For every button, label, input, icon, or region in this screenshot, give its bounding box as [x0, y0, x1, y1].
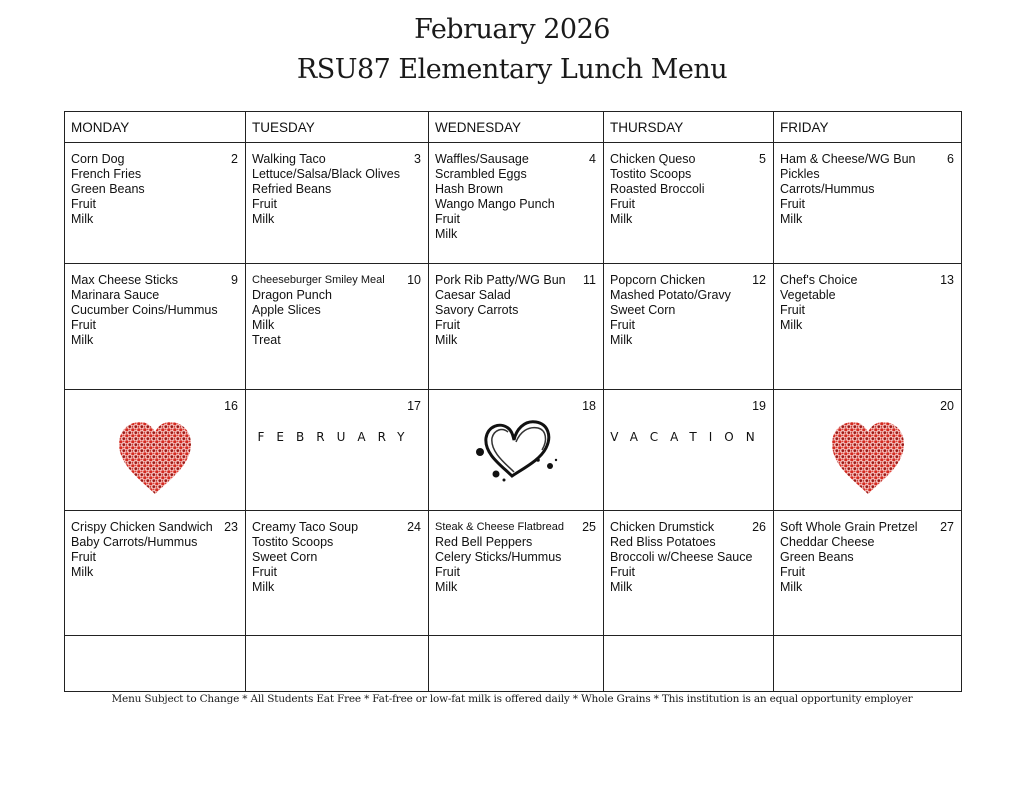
menu-item: Chef's Choice	[780, 273, 858, 287]
day-number: 11	[583, 273, 596, 287]
menu-item: Apple Slices	[252, 303, 321, 317]
menu-item: Hash Brown	[435, 182, 504, 196]
week-row-1	[65, 143, 962, 264]
day-cell	[429, 511, 604, 636]
menu-item: Fruit	[71, 318, 96, 332]
empty-day-cell	[65, 636, 246, 692]
menu-item: Refried Beans	[252, 182, 332, 196]
day-cell	[774, 511, 962, 636]
day-number: 13	[940, 273, 954, 287]
menu-item: Mashed Potato/Gravy	[610, 288, 731, 302]
day-number: 9	[231, 273, 238, 287]
menu-item: Tostito Scoops	[252, 535, 334, 549]
menu-item: Red Bell Peppers	[435, 535, 533, 549]
menu-item: Lettuce/Salsa/Black Olives	[252, 167, 400, 181]
day-number: 16	[224, 399, 238, 413]
weekday-tuesday: TUESDAY	[246, 112, 429, 143]
menu-item: Cheddar Cheese	[780, 535, 875, 549]
lunch-calendar	[64, 111, 962, 692]
day-number: 17	[407, 399, 421, 413]
day-number: 26	[752, 520, 766, 534]
day-cell	[65, 390, 246, 511]
day-cell	[604, 143, 774, 264]
menu-item: Fruit	[252, 197, 277, 211]
ink-brush-heart-icon	[468, 416, 564, 486]
footer-disclaimer: Menu Subject to Change * All Students Eat Free * Fat-free or low-fat milk is offered daily * Whole Grains * This institution is an equal opportunity employer	[111, 693, 913, 705]
menu-item: Fruit	[780, 565, 805, 579]
day-cell	[246, 511, 429, 636]
menu-item: Milk	[252, 580, 275, 594]
menu-item: Crispy Chicken Sandwich	[71, 520, 213, 534]
menu-item: Cucumber Coins/Hummus	[71, 303, 218, 317]
week-row-2	[65, 264, 962, 390]
menu-item: Milk	[780, 580, 803, 594]
menu-item: Red Bliss Potatoes	[610, 535, 716, 549]
menu-item: Savory Carrots	[435, 303, 519, 317]
weekday-header-row	[65, 112, 962, 143]
empty-day-cell	[604, 636, 774, 692]
menu-item: Broccoli w/Cheese Sauce	[610, 550, 753, 564]
day-number: 20	[940, 399, 954, 413]
day-number: 3	[414, 152, 421, 166]
day-number: 25	[582, 520, 596, 534]
menu-item: Roasted Broccoli	[610, 182, 705, 196]
menu-item: Corn Dog	[71, 152, 125, 166]
menu-item: Fruit	[435, 318, 460, 332]
red-dotted-heart-icon	[826, 416, 910, 498]
menu-item: Caesar Salad	[435, 288, 511, 302]
menu-item: Milk	[435, 580, 458, 594]
menu-item: Fruit	[435, 212, 460, 226]
empty-day-cell	[429, 636, 604, 692]
menu-item: Fruit	[610, 197, 635, 211]
menu-item: Milk	[610, 212, 633, 226]
menu-item: Milk	[71, 212, 94, 226]
menu-item: Scrambled Eggs	[435, 167, 527, 181]
menu-item: Green Beans	[71, 182, 145, 196]
day-cell	[65, 264, 246, 390]
menu-item: Creamy Taco Soup	[252, 520, 359, 534]
menu-item: Milk	[780, 318, 803, 332]
menu-item: Pork Rib Patty/WG Bun	[435, 273, 566, 287]
menu-item: Celery Sticks/Hummus	[435, 550, 562, 564]
weekday-friday: FRIDAY	[774, 112, 962, 143]
menu-item: Treat	[252, 333, 281, 347]
menu-item: French Fries	[71, 167, 142, 181]
menu-item: Milk	[610, 580, 633, 594]
day-number: 23	[224, 520, 238, 534]
menu-item: Sweet Corn	[610, 303, 676, 317]
menu-item: Max Cheese Sticks	[71, 273, 178, 287]
menu-item: Fruit	[252, 565, 277, 579]
day-number: 18	[582, 399, 596, 413]
day-cell	[246, 264, 429, 390]
menu-item: Fruit	[71, 550, 96, 564]
menu-item: Chicken Queso	[610, 152, 696, 166]
menu-item: Marinara Sauce	[71, 288, 160, 302]
menu-item: Green Beans	[780, 550, 854, 564]
day-cell	[604, 511, 774, 636]
day-number: 24	[407, 520, 421, 534]
menu-item: Milk	[780, 212, 803, 226]
day-number: 10	[407, 273, 421, 287]
day-number: 6	[947, 152, 954, 166]
menu-item: Fruit	[71, 197, 96, 211]
empty-day-cell	[246, 636, 429, 692]
day-number: 12	[752, 273, 766, 287]
menu-item: Pickles	[780, 167, 820, 181]
week-row-3-vacation	[65, 390, 962, 511]
menu-item: Milk	[435, 333, 458, 347]
vacation-banner-text: VACATION	[610, 430, 767, 444]
day-cell	[604, 390, 774, 511]
menu-item: Fruit	[780, 303, 805, 317]
menu-item: Popcorn Chicken	[610, 273, 706, 287]
page-title-month: February 2026	[414, 14, 610, 45]
day-number: 4	[589, 152, 596, 166]
day-cell	[774, 390, 962, 511]
menu-item: Ham & Cheese/WG Bun	[780, 152, 916, 166]
day-cell	[429, 143, 604, 264]
menu-item: Walking Taco	[252, 152, 326, 166]
menu-item: Baby Carrots/Hummus	[71, 535, 198, 549]
menu-item: Milk	[610, 333, 633, 347]
day-cell	[604, 264, 774, 390]
day-number: 27	[940, 520, 954, 534]
day-cell	[429, 390, 604, 511]
day-cell	[774, 264, 962, 390]
day-number: 5	[759, 152, 766, 166]
menu-item: Chicken Drumstick	[610, 520, 715, 534]
day-cell	[65, 511, 246, 636]
menu-item: Carrots/Hummus	[780, 182, 875, 196]
menu-item: Milk	[71, 565, 94, 579]
menu-item: Dragon Punch	[252, 288, 332, 302]
empty-day-cell	[774, 636, 962, 692]
menu-item: Milk	[252, 212, 275, 226]
day-cell	[429, 264, 604, 390]
menu-item: Steak & Cheese Flatbread	[435, 521, 565, 533]
menu-item: Soft Whole Grain Pretzel	[780, 520, 918, 534]
menu-item: Tostito Scoops	[610, 167, 692, 181]
weekday-thursday: THURSDAY	[604, 112, 774, 143]
page-title-menu: RSU87 Elementary Lunch Menu	[296, 54, 728, 85]
week-row-5-empty	[65, 636, 962, 692]
menu-item: Waffles/Sausage	[435, 152, 529, 166]
menu-item: Fruit	[610, 318, 635, 332]
day-cell	[246, 390, 429, 511]
menu-item: Sweet Corn	[252, 550, 318, 564]
menu-item: Fruit	[435, 565, 460, 579]
day-number: 19	[752, 399, 766, 413]
february-banner-text: FEBRUARY	[257, 430, 417, 444]
weekday-wednesday: WEDNESDAY	[429, 112, 604, 143]
weekday-monday: MONDAY	[65, 112, 246, 143]
day-cell	[65, 143, 246, 264]
menu-item: Milk	[252, 318, 275, 332]
menu-item: Milk	[435, 227, 458, 241]
menu-item: Wango Mango Punch	[435, 197, 555, 211]
menu-item: Fruit	[780, 197, 805, 211]
menu-item: Milk	[71, 333, 94, 347]
menu-item: Vegetable	[780, 288, 836, 302]
day-number: 2	[231, 152, 238, 166]
week-row-4	[65, 511, 962, 636]
red-dotted-heart-icon	[113, 416, 197, 498]
day-cell	[246, 143, 429, 264]
day-cell	[774, 143, 962, 264]
menu-item: Cheeseburger Smiley Meal	[252, 274, 385, 286]
menu-item: Fruit	[610, 565, 635, 579]
